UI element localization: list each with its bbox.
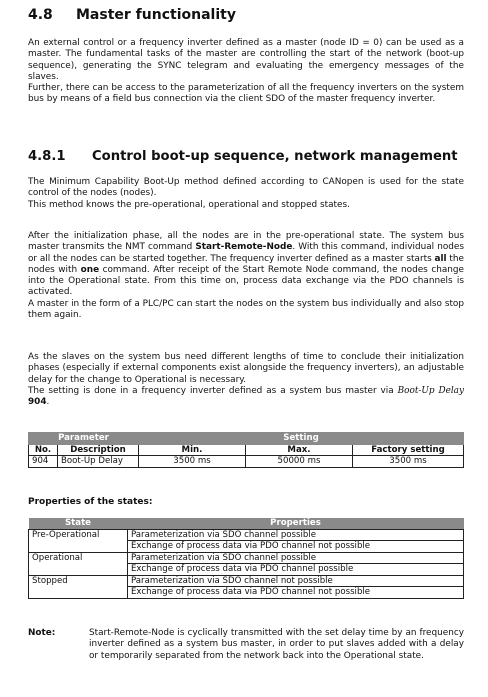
property-line: Exchange of process data via PDO channel possible (131, 564, 354, 574)
paragraph: An external control or a frequency inverter defined as a master (node ID = 0) can be used as a master. The fundamental tasks of the master are controlling the start of the network (boot-up sequence), generating the SYNC telegram and evaluating the emergency messages of the slaves. (28, 38, 464, 82)
column-header-state: State (29, 518, 128, 529)
paragraph: As the slaves on the system bus need different lengths of time to conclude their initialization phases (especially if external components exist alongside the frequency inverters), an adjustable delay for the change to Operational is necessary. (28, 352, 464, 385)
table-row (29, 456, 464, 468)
column-header-properties: Properties (128, 518, 464, 529)
delay-text (28, 352, 464, 408)
column-header-factory-setting: Factory setting (353, 444, 464, 456)
text-run: the nodes with (28, 253, 464, 275)
text-run: The setting is done in a frequency inverter defined as a system bus master via (28, 385, 398, 396)
property-line: Exchange of process data via PDO channel not possible (131, 541, 371, 551)
parameter-number: 904 (28, 397, 47, 408)
nmt-command-text (28, 231, 464, 321)
property-line: Parameterization via SDO channel possible (128, 530, 463, 542)
section-number: 4.8.1 (28, 149, 66, 164)
cell-min: 3500 ms (139, 456, 246, 468)
text-run-bold: Start-Remote-Node (195, 242, 293, 253)
property-line: Parameterization via SDO channel not possible (128, 576, 463, 588)
property-line: Exchange of process data via PDO channel not possible (131, 587, 371, 597)
cell-state: Stopped (29, 575, 128, 598)
cell-factory-setting: 3500 ms (353, 456, 464, 468)
paragraph (28, 386, 464, 409)
section-title: Control boot-up sequence, network management (92, 149, 458, 164)
table-row (29, 552, 464, 575)
column-header-max: Max. (246, 444, 353, 456)
cell-properties (128, 575, 464, 598)
paragraph (28, 231, 464, 299)
property-line: Parameterization via SDO channel possible (128, 553, 463, 565)
cell-state: Operational (29, 552, 128, 575)
master-intro-text (28, 38, 464, 106)
text-run: command. After receipt of the Start Remote Node command, the nodes change into the Operational state. From this time on, process data exchange via the PDO channels is activated. (28, 264, 464, 298)
text-run-bold: all (434, 253, 447, 264)
group-header-setting: Setting (139, 433, 464, 445)
section-title: Master functionality (76, 7, 236, 23)
cell-state: Pre-Operational (29, 529, 128, 552)
note-label: Note: (28, 628, 56, 638)
properties-heading: Properties of the states: (28, 497, 153, 507)
section-number: 4.8 (28, 7, 53, 23)
paragraph: Further, there can be access to the parameterization of all the frequency inverters on the system bus by means of a field bus connection via the client SDO of the master frequency inverter. (28, 83, 464, 105)
text-run-bold: one (80, 264, 100, 275)
column-header-no: No. (29, 444, 58, 456)
text-run: . (46, 397, 50, 408)
cell-no: 904 (29, 456, 58, 468)
section-heading-4-8 (28, 7, 236, 23)
parameter-name: Boot-Up Delay (397, 385, 464, 396)
column-header-min: Min. (139, 444, 246, 456)
column-header-description: Description (58, 444, 139, 456)
table-row (29, 575, 464, 598)
cell-properties (128, 552, 464, 575)
group-header-parameter: Parameter (29, 433, 139, 445)
paragraph: This method knows the pre-operational, operational and stopped states. (28, 199, 350, 210)
text-run: After the initialization phase, all the nodes are in the pre-operational state. The system bus master transmits the NMT command (28, 231, 464, 253)
cell-max: 50000 ms (246, 456, 353, 468)
table-row (29, 529, 464, 552)
cell-properties (128, 529, 464, 552)
state-properties-table (28, 518, 464, 599)
cell-description: Boot-Up Delay (58, 456, 139, 468)
bootup-intro-text (28, 177, 464, 211)
note-text: Start-Remote-Node is cyclically transmitted with the set delay time by an frequency inverter defined as a system bus master, in order to put slaves added with a delay or temporarily separated from the network back into the Operational state. (89, 628, 464, 661)
section-heading-4-8-1 (28, 149, 458, 164)
paragraph: A master in the form of a PLC/PC can start the nodes on the system bus individually and also stop them again. (28, 298, 464, 321)
text-run: . With this command, individual nodes or all the nodes can be started together. The frequency inverter defined as a master starts (28, 242, 464, 264)
paragraph: The Minimum Capability Boot-Up method defined according to CANopen is used for the state control of the nodes (nodes). (28, 177, 464, 199)
parameter-table (28, 432, 464, 468)
